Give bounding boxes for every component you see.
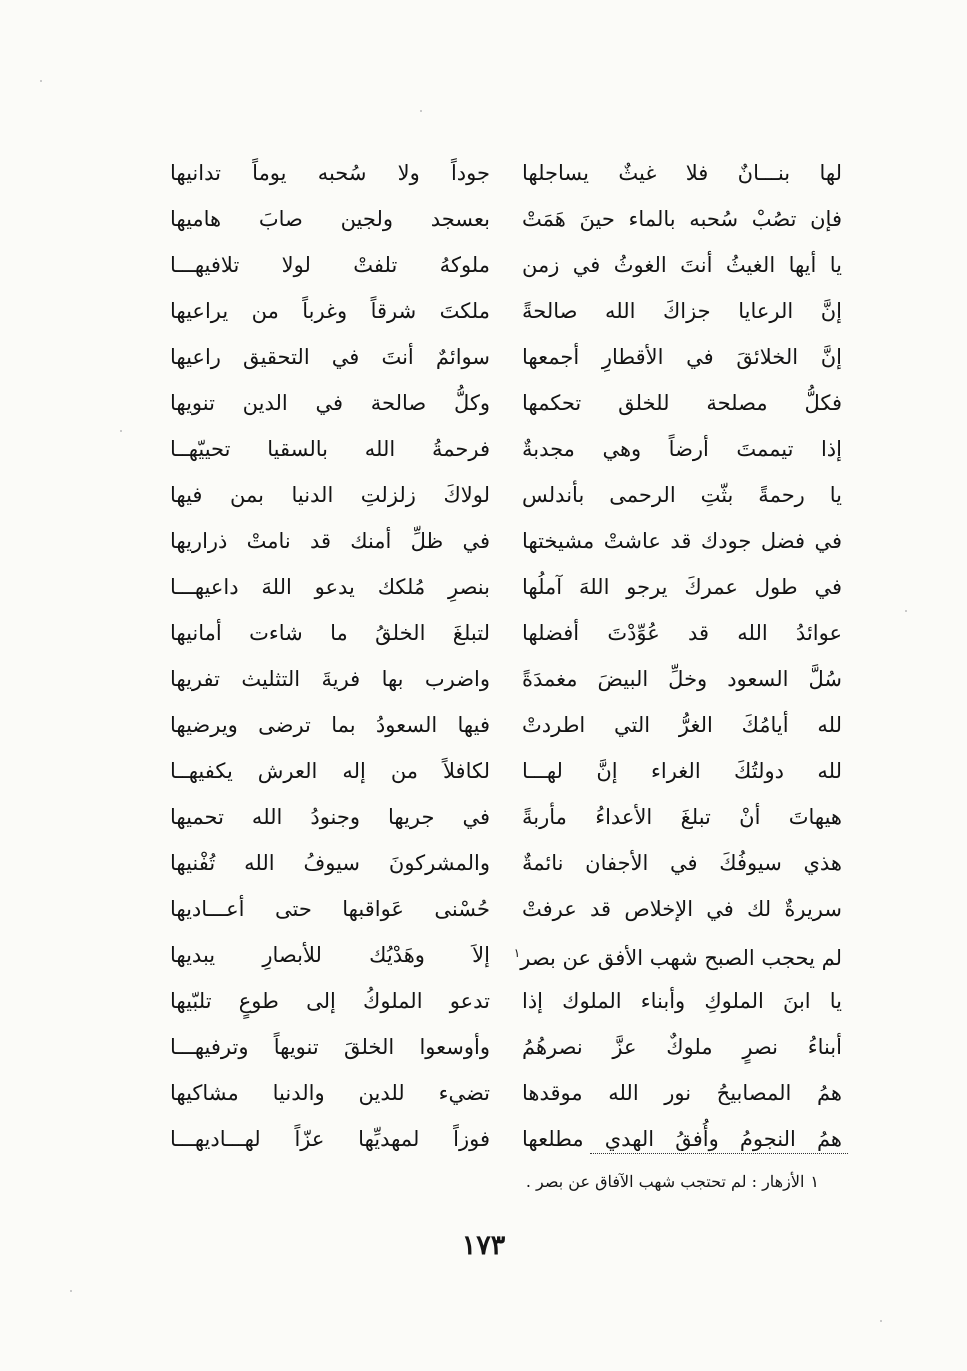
verse-first-hemistich: يا ابنَ الملوكِ وأبناء الملوك إذا	[522, 989, 842, 1013]
verse-line	[170, 518, 842, 564]
verse-first-hemistich: فإن تصُبْ سُحبه بالماء حينَ هَمَتْ	[522, 207, 842, 231]
verse-first-hemistich: لله أيامُكَ الغرُّ التي اطردتْ	[522, 713, 842, 737]
verse-first-hemistich: إنَّ الخلائقَ في الأقطارِ أجمعها	[522, 345, 842, 369]
verse-line	[170, 932, 842, 978]
verse-first-hemistich: أبناءُ نصرٍ ملوكٌ عزَّ نصرهُمُ	[522, 1035, 842, 1059]
verse-second-hemistich: ملوكهُ تلفتْ لولا تلافيهـــا	[170, 253, 490, 277]
verse-line	[170, 886, 842, 932]
verse-line	[170, 794, 842, 840]
verse-first-hemistich	[513, 930, 842, 981]
verse-second-hemistich: في ظلِّ أمنك قد نامتْ ذراريها	[170, 529, 490, 553]
verse-first-hemistich: سُلَّ السعود وخلِّ البيضَ مغمدَةً	[522, 667, 842, 691]
verse-first-hemistich: يا رحمةً بثّتِ الرحمى بأندلس	[522, 483, 842, 507]
verse-first-hemistich: هيهاتَ أنْ تبلغَ الأعداءُ مأربةً	[522, 805, 842, 829]
verse-second-hemistich: لتبلغَ الخلقُ ما شاءت أمانيها	[170, 621, 490, 645]
verse-line	[170, 1024, 842, 1070]
verse-line	[170, 472, 842, 518]
verse-first-hemistich: سريرةٌ لك في الإخلاص قد عرفتْ	[522, 897, 842, 921]
paper-speck	[880, 1320, 882, 1322]
verse-second-hemistich: ملكتَ شرقاً وغرباً من يراعيها	[170, 299, 490, 323]
verse-first-hemistich: هذي سيوفُكَ في الأجفان نائمةٌ	[522, 851, 842, 875]
footnote-text: الأزهار : لم تحتجب شهب الآفاق عن بصر .	[525, 1172, 805, 1191]
verse-second-hemistich: والمشركونَ سيوفُ الله تُفْنيها	[170, 851, 490, 875]
paper-speck	[905, 610, 907, 612]
verse-first-hemistich: يا أيها الغيثُ أنتَ الغوثُ في زمن	[522, 253, 842, 277]
verse-first-hemistich: همُ المصابيحُ نور الله موقدها	[522, 1081, 842, 1105]
verse-line	[170, 334, 842, 380]
verse-second-hemistich: تدعو الملوكُ إلى طوعٍ تلبّيها	[170, 989, 490, 1013]
verse-line	[170, 426, 842, 472]
verse-second-hemistich: بنصرِ مُلكك يدعو اللهَ داعيهـــا	[170, 575, 490, 599]
verse-first-hemistich: لها بنـــانٌ فلا غيثٌ يساجلها	[522, 161, 842, 185]
verse-line	[170, 380, 842, 426]
verse-first-hemistich: إنَّ الرعايا جزاكَ الله صالحةً	[522, 299, 842, 323]
verse-line	[170, 978, 842, 1024]
verse-first-hemistich: في طول عمركَ يرجو اللهَ آملُها	[522, 575, 842, 599]
verse-second-hemistich: واضرب بها فريةَ التثليث تفريها	[170, 667, 490, 691]
poem-verses	[170, 150, 842, 1162]
verse-line	[170, 748, 842, 794]
verse-first-hemistich: عوائدُ الله قد عُوِّدْتَ أفضلها	[522, 621, 842, 645]
verse-second-hemistich: لولاكَ زلزلتِ الدنيا بمن فيها	[170, 483, 490, 507]
footnote-number: ١	[810, 1172, 819, 1191]
paper-speck	[40, 80, 42, 82]
verse-line	[170, 656, 842, 702]
verse-first-hemistich: لله دولتُكَ الغراء إنَّ لهـــا	[522, 759, 842, 783]
verse-second-hemistich: في جريها وجنودُ الله تحميها	[170, 805, 490, 829]
verse-second-hemistich: سوائمٌ أنتَ في التحقيق راعيها	[170, 345, 490, 369]
verse-second-hemistich: تضيء للدين والدنيا مشاكيها	[170, 1081, 490, 1105]
verse-first-hemistich: إذا تيممتَ أرضاً وهي مجدبةٌ	[522, 437, 842, 461]
verse-second-hemistich: فوزاً لمهديِّها عزّاً لهـــاديهـــا	[170, 1127, 490, 1151]
verse-second-hemistich: وكلُّ صالحة في الدين تنويها	[170, 391, 490, 415]
verse-line	[170, 1116, 842, 1162]
paper-speck	[120, 430, 122, 432]
page-number: ١٧٣	[461, 1230, 506, 1261]
verse-first-hemistich: فكلُّ مصلحة للخلق تحكمها	[522, 391, 842, 415]
footnote-marker: ١	[513, 945, 521, 960]
verse-line	[170, 1070, 842, 1116]
verse-line	[170, 242, 842, 288]
verse-line	[170, 840, 842, 886]
verse-line	[170, 150, 842, 196]
verse-first-hemistich: همُ النجومُ وأُفقُ الهدي مطلعها	[522, 1127, 842, 1151]
verse-line	[170, 702, 842, 748]
paper-speck	[70, 1290, 72, 1292]
verse-second-hemistich: وأوسعوا الخلقَ تنويهاً وترفيهـــا	[170, 1035, 490, 1059]
verse-first-hemistich: في فضل جودك قد عاشتْ مشيختها	[522, 529, 842, 553]
footnote-divider	[590, 1153, 848, 1154]
paper-speck	[420, 110, 422, 112]
verse-second-hemistich: فرحمةُ الله بالسقيا تحييّهــا	[170, 437, 490, 461]
verse-line	[170, 564, 842, 610]
verse-line	[170, 288, 842, 334]
verse-line	[170, 610, 842, 656]
verse-second-hemistich: لكافلاً من إله العرش يكفيهــا	[170, 759, 490, 783]
verse-second-hemistich: إلاَ وهَدْيُك للأبصارِ يبديها	[170, 943, 490, 967]
verse-second-hemistich: فيها السعودُ بما ترضى ويرضيها	[170, 713, 490, 737]
verse-text: لم يحجب الصبح شهب الأفق عن بصر	[520, 945, 842, 970]
verse-second-hemistich: جوداً ولا سُحبه يوماً تدانيها	[170, 161, 490, 185]
footnote	[526, 1172, 819, 1191]
verse-second-hemistich: حُسْنى عَواقبها حتى أعـــاديها	[170, 897, 490, 921]
verse-second-hemistich: بعسجد ولجين صابَ هاميها	[170, 207, 490, 231]
verse-line	[170, 196, 842, 242]
